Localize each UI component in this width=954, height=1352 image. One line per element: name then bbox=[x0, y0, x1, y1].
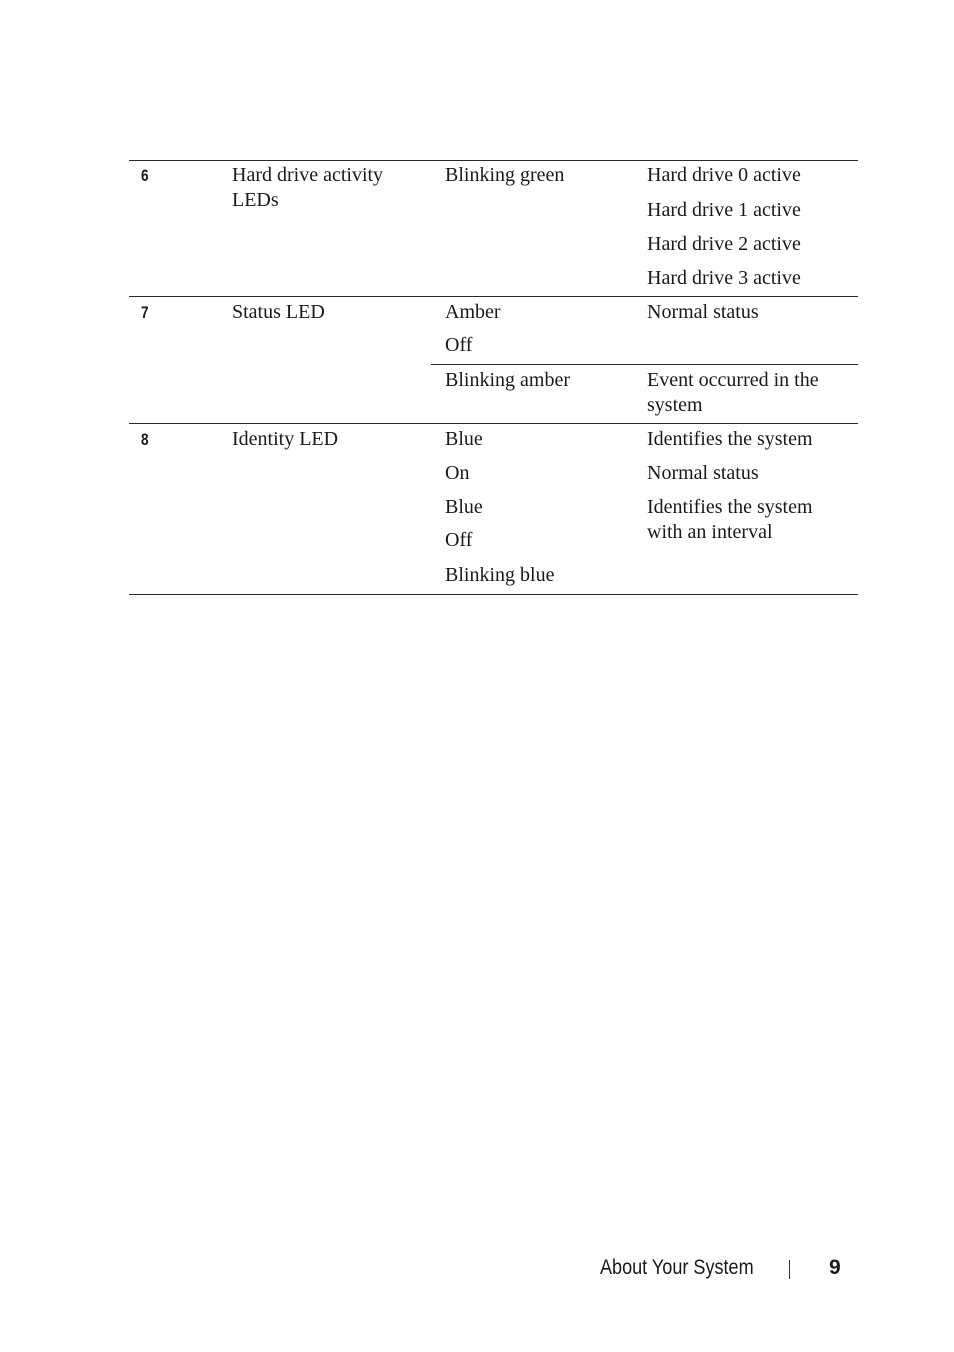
row-number: 8 bbox=[141, 430, 149, 449]
row-indicator: Blinking green bbox=[445, 164, 565, 186]
row-condition: with an interval bbox=[647, 521, 773, 543]
status-sub-divider bbox=[431, 364, 858, 365]
row-indicator: On bbox=[445, 462, 470, 484]
row-condition: Hard drive 2 active bbox=[647, 233, 801, 255]
table-bottom-rule bbox=[129, 594, 858, 595]
row-feature-name: Hard drive activity bbox=[232, 164, 384, 186]
row-number: 7 bbox=[141, 303, 149, 322]
row-feature-name: Identity LED bbox=[232, 428, 339, 450]
footer-separator bbox=[789, 1260, 790, 1279]
row-feature-name: LEDs bbox=[232, 189, 279, 211]
row-indicator: Blinking blue bbox=[445, 564, 555, 586]
row-feature-name: Status LED bbox=[232, 301, 325, 323]
row-indicator: Off bbox=[445, 334, 473, 356]
row-condition: Identifies the system bbox=[647, 496, 813, 518]
row-condition: system bbox=[647, 394, 703, 416]
row-indicator: Off bbox=[445, 529, 473, 551]
row-condition: Event occurred in the bbox=[647, 369, 819, 391]
row-divider-6-7 bbox=[129, 296, 858, 297]
page-footer bbox=[0, 1255, 954, 1285]
row-condition: Normal status bbox=[647, 301, 759, 323]
row-condition: Hard drive 3 active bbox=[647, 267, 801, 289]
row-indicator: Amber bbox=[445, 301, 501, 323]
row-divider-7-8 bbox=[129, 423, 858, 424]
row-indicator: Blinking amber bbox=[445, 369, 570, 391]
row-condition: Hard drive 1 active bbox=[647, 199, 801, 221]
row-condition: Normal status bbox=[647, 462, 759, 484]
page-number: 9 bbox=[829, 1256, 841, 1279]
row-indicator: Blue bbox=[445, 496, 483, 518]
footer-section-title: About Your System bbox=[600, 1256, 754, 1279]
table-top-rule bbox=[129, 160, 858, 161]
row-condition: Identifies the system bbox=[647, 428, 813, 450]
row-number: 6 bbox=[141, 166, 149, 185]
row-condition: Hard drive 0 active bbox=[647, 164, 801, 186]
row-indicator: Blue bbox=[445, 428, 483, 450]
